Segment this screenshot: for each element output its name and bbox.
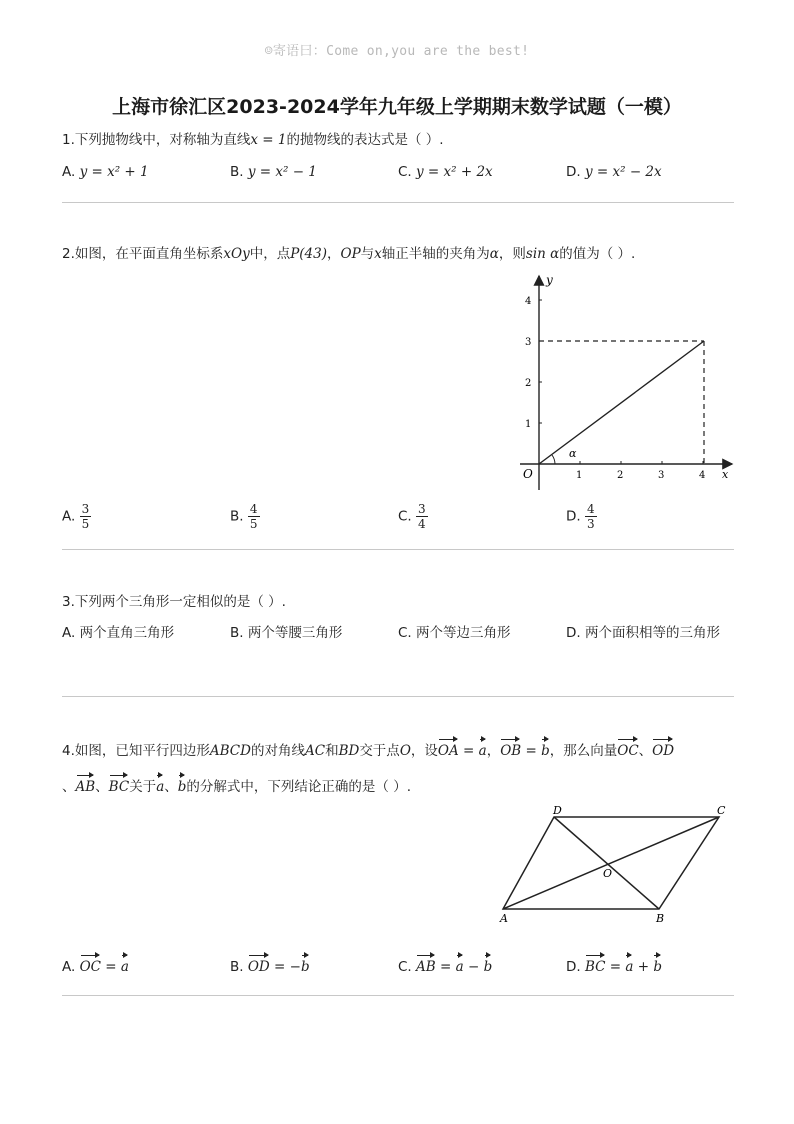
diagonal-bd xyxy=(554,817,659,909)
x-tick-label: 4 xyxy=(699,470,706,481)
point-o-label: O xyxy=(603,867,613,880)
y-tick-label: 4 xyxy=(525,296,532,307)
q3-option-d[interactable]: D. 两个面积相等的三角形 xyxy=(566,625,720,641)
y-axis-label: y xyxy=(546,273,553,287)
origin-label: O xyxy=(523,467,533,481)
vertex-a-label: A xyxy=(500,912,508,925)
divider xyxy=(62,549,734,550)
q4-option-c[interactable]: C. AB = a − b xyxy=(398,952,492,977)
q4-option-d[interactable]: D. BC = a + b xyxy=(566,952,662,977)
angle-arc xyxy=(552,455,555,464)
q4-stem-line1: 4.如图，已知平行四边形ABCD的对角线AC和BD交于点O，设OA = a，OB = b，那么向量OC、OD xyxy=(62,736,674,761)
q1-option-b[interactable]: B. y = x² − 1 xyxy=(230,164,317,180)
segment-op xyxy=(539,341,704,464)
q1-option-d[interactable]: D. y = x² − 2x xyxy=(566,164,662,180)
x-tick-label: 1 xyxy=(576,470,583,481)
q1-stem-text-2: 的抛物线的表达式是（ ）. xyxy=(286,132,444,148)
axis-ticks xyxy=(539,300,703,464)
q1-option-a[interactable]: A. y = x² + 1 xyxy=(62,164,149,180)
q2-option-a[interactable]: A. $\frac{3}{5}$ xyxy=(62,502,90,531)
q2-option-c[interactable]: C. $\frac{3}{4}$ xyxy=(398,502,426,531)
watermark-text: ☺寄语曰：Come on,you are the best! xyxy=(264,44,530,59)
y-tick-label: 1 xyxy=(525,419,532,430)
q3-option-a[interactable]: A. 两个直角三角形 xyxy=(62,625,175,641)
vertex-c-label: C xyxy=(717,804,726,817)
angle-label: α xyxy=(569,447,577,460)
q4-parallelogram-figure xyxy=(494,800,734,928)
q3-option-b[interactable]: B. 两个等腰三角形 xyxy=(230,625,343,641)
diagonal-ac xyxy=(503,817,719,909)
q1-stem xyxy=(62,130,444,150)
q2-option-b[interactable]: B. $\frac{4}{5}$ xyxy=(230,502,258,531)
q1-stem-math: x = 1 xyxy=(250,132,287,148)
vertex-d-label: D xyxy=(553,804,562,817)
y-tick-label: 3 xyxy=(525,337,532,348)
q4-stem-line2: 、AB、BC关于a、b的分解式中，下列结论正确的是（ ）. xyxy=(62,772,411,797)
x-axis-label: x xyxy=(722,468,729,481)
q2-option-d[interactable]: D. $\frac{4}{3}$ xyxy=(566,502,595,531)
divider xyxy=(62,696,734,697)
divider xyxy=(62,995,734,996)
q2-coordinate-figure xyxy=(510,268,740,492)
q2-stem: 2.如图，在平面直角坐标系xOy中，点P(43)，OP与x轴正半轴的夹角为α，则sin α的值为（ ）. xyxy=(62,246,636,262)
q3-option-c[interactable]: C. 两个等边三角形 xyxy=(398,625,511,641)
q1-stem-text: 1.下列抛物线中，对称轴为直线 xyxy=(62,132,251,148)
x-tick-label: 3 xyxy=(658,470,665,481)
q4-option-a[interactable]: A. OC = a xyxy=(62,952,129,977)
vertex-b-label: B xyxy=(656,912,665,925)
page-title: 上海市徐汇区2023-2024学年九年级上学期期末数学试题（一模） xyxy=(112,96,682,118)
q4-option-b[interactable]: B. OD = −b xyxy=(230,952,310,977)
divider xyxy=(62,202,734,203)
y-tick-label: 2 xyxy=(525,378,532,389)
q1-option-c[interactable]: C. y = x² + 2x xyxy=(398,164,493,180)
x-tick-label: 2 xyxy=(617,470,624,481)
q3-stem: 3.下列两个三角形一定相似的是（ ）. xyxy=(62,594,286,610)
